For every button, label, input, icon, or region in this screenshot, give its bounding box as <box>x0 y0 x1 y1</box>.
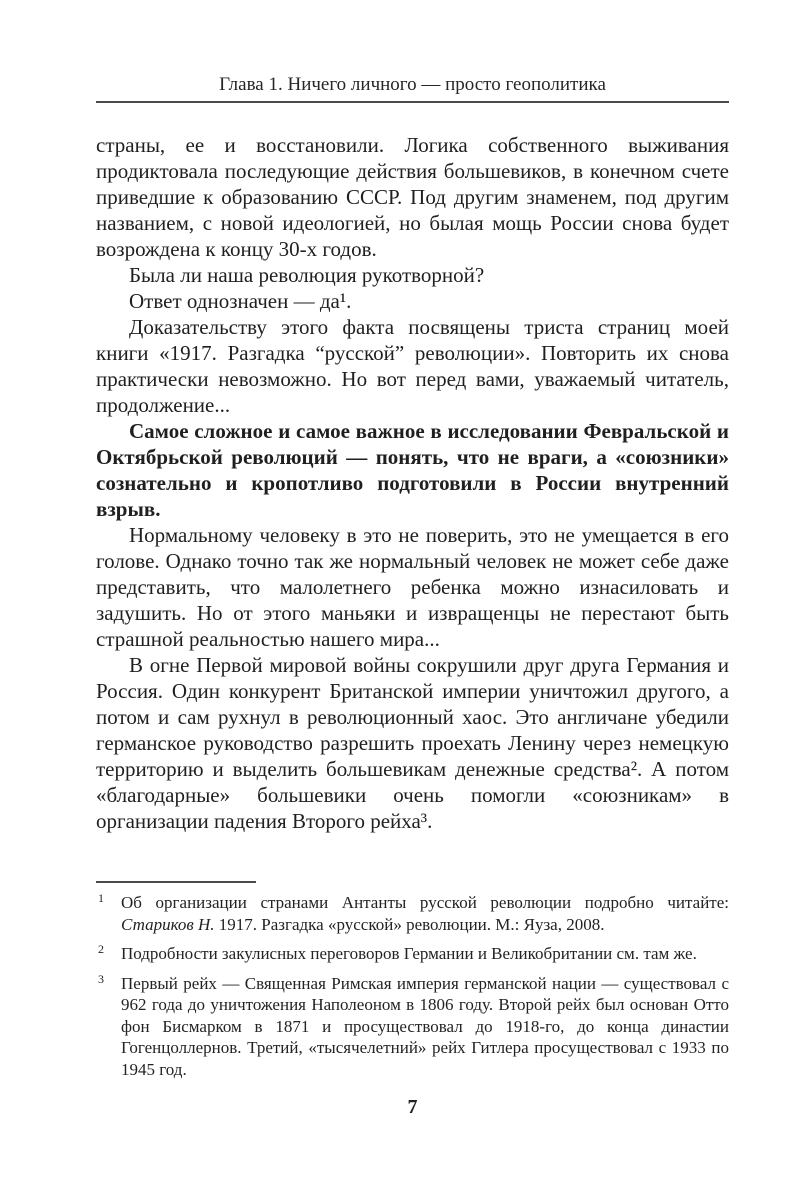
chapter-running-head: Глава 1. Ничего личного — просто геополитика <box>219 74 606 95</box>
body-paragraph-key-statement: Самое сложное и самое важное в исследовании Февральской и Октябрьской революций — понять, что не враги, а «союзники» сознательно и кропотливо подготовили в России внутренний взрыв. <box>96 419 729 521</box>
body-paragraph-7: В огне Первой мировой войны сокрушили друг друга Германия и Россия. Один конкурент Британской империи уничтожил другого, а потом и сам рухнул в революционный хаос. Это англичане убедили германское руководство разрешить проехать Ленину через немецкую территорию и выделить большевикам денежные средства². А потом «благодарные» большевики очень помогли «союзникам» в организации падения Второго рейха³. <box>96 653 729 833</box>
page-body <box>96 132 729 834</box>
body-paragraph-6: Нормальному человеку в это не поверить, это не умещается в его голове. Однако точно так же нормальный человек не может себе даже представить, что малолетнего ребенка можно изнасиловать и задушить. Но от этого маньяки и извращенцы не перестают быть страшной реальностью нашего мира... <box>96 523 729 651</box>
footnote-text <box>121 893 729 934</box>
footnote-3 <box>96 973 729 1081</box>
footnote-number: 3 <box>98 971 104 986</box>
page-number: 7 <box>407 1096 418 1118</box>
footnote-1 <box>96 892 729 935</box>
page-header <box>96 74 729 103</box>
footnote-2 <box>96 943 729 965</box>
body-paragraph-2: Была ли наша революция рукотворной? <box>129 263 485 287</box>
body-paragraph-1: страны, ее и восстановили. Логика собственного выживания продиктовала последующие действия большевиков, в конечном счете приведшие к образованию СССР. Под другим знаменем, под другим названием, с новой идеологией, но былая мощь России снова будет возрождена к концу 30-х годов. <box>96 133 729 261</box>
footnote-text: Первый рейх — Священная Римская империя германской нации — существовал с 962 года до уничтожения Наполеоном в 1806 году. Второй рейх был основан Отто фон Бисмарком в 1871 и просуществовал до 1918-го, до конца династии Гогенцоллернов. Третий, «тысячелетний» рейх Гитлера просуществовал с 1933 по 1945 год. <box>121 973 729 1079</box>
footnote-number: 1 <box>98 891 104 905</box>
footnote-text: Подробности закулисных переговоров Германии и Великобритании см. там же. <box>121 944 697 963</box>
footnotes-section <box>96 881 729 1080</box>
footnote-text-suffix: 1917. Разгадка «русской» революции. М.: Яуза, 2008. <box>214 914 605 934</box>
footnote-number: 2 <box>98 942 104 956</box>
footnote-text-prefix: Об организации странами Антанты русской революции подробно читайте: <box>121 893 729 912</box>
body-paragraph-4: Доказательству этого факта посвящены триста страниц моей книги «1917. Разгадка “русской” революции». Повторить их снова практически невозможно. Но вот перед вами, уважаемый читатель, продолжение... <box>96 315 729 417</box>
footnote-separator <box>96 881 256 883</box>
body-paragraph-3: Ответ однозначен — да¹. <box>129 289 352 313</box>
footnote-citation-author: Стариков Н. <box>121 914 215 934</box>
